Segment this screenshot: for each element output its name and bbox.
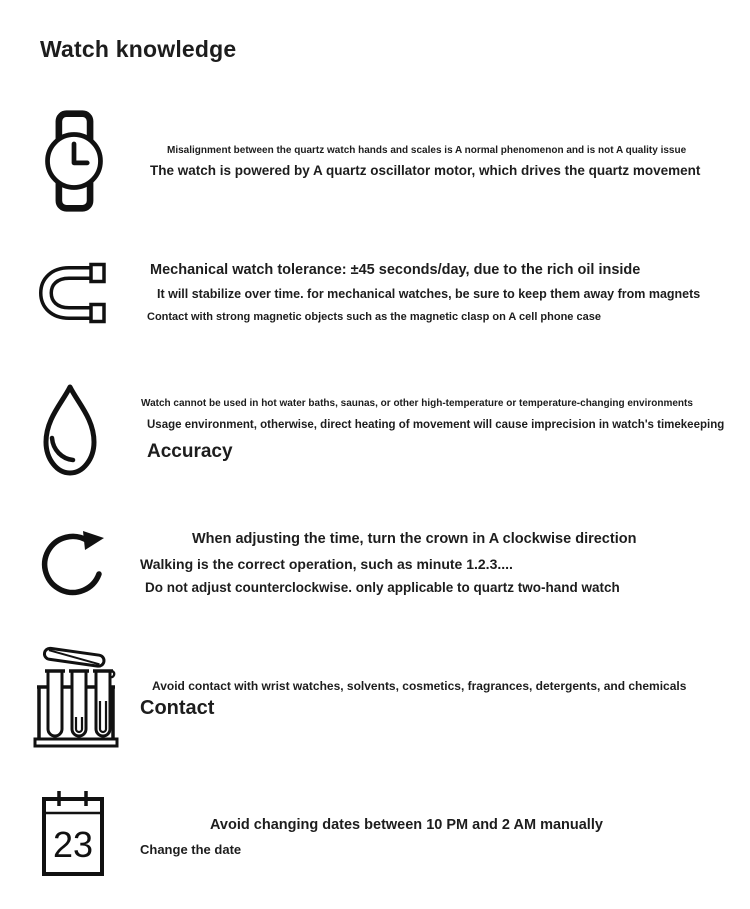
test-tubes-icon	[31, 643, 121, 749]
crown-clockwise-text: When adjusting the time, turn the crown in A clockwise direction	[192, 531, 637, 547]
clockwise-arrow-icon	[36, 518, 112, 602]
calendar-icon	[40, 788, 106, 878]
change-date-heading: Change the date	[140, 842, 242, 857]
counterclockwise-warning-text: Do not adjust counterclockwise. only applicable to quartz two-hand watch	[145, 580, 620, 595]
temperature-warning-text: Watch cannot be used in hot water baths, saunas, or other high-temperature or temperature-changing environments	[141, 398, 693, 409]
tolerance-sub-text: It will stabilize over time. for mechanical watches, be sure to keep them away from magnets	[157, 287, 701, 301]
quartz-note-text: Misalignment between the quartz watch hands and scales is A normal phenomenon and is not A quality issue	[167, 145, 687, 156]
contact-heading: Contact	[140, 697, 215, 719]
wristwatch-icon	[43, 109, 105, 213]
quartz-main-text: The watch is powered by A quartz oscillator motor, which drives the quartz movement	[150, 163, 701, 178]
magnet-icon	[37, 261, 107, 325]
chemicals-warning-text: Avoid contact with wrist watches, solvents, cosmetics, fragrances, detergents, and chemicals	[152, 679, 687, 693]
accuracy-heading: Accuracy	[147, 441, 233, 462]
magnet-warning-text: Contact with strong magnetic objects such as the magnetic clasp on A cell phone case	[147, 311, 601, 323]
page-title: Watch knowledge	[40, 36, 237, 62]
usage-environment-text: Usage environment, otherwise, direct heating of movement will cause imprecision in watch's timekeeping	[147, 419, 725, 431]
water-drop-icon	[37, 381, 103, 479]
tolerance-main-text: Mechanical watch tolerance: ±45 seconds/day, due to the rich oil inside	[150, 262, 641, 278]
walking-operation-text: Walking is the correct operation, such as minute 1.2.3....	[140, 556, 513, 572]
date-change-warning-text: Avoid changing dates between 10 PM and 2 AM manually	[210, 817, 603, 833]
calendar-day-number: 23	[52, 824, 94, 865]
